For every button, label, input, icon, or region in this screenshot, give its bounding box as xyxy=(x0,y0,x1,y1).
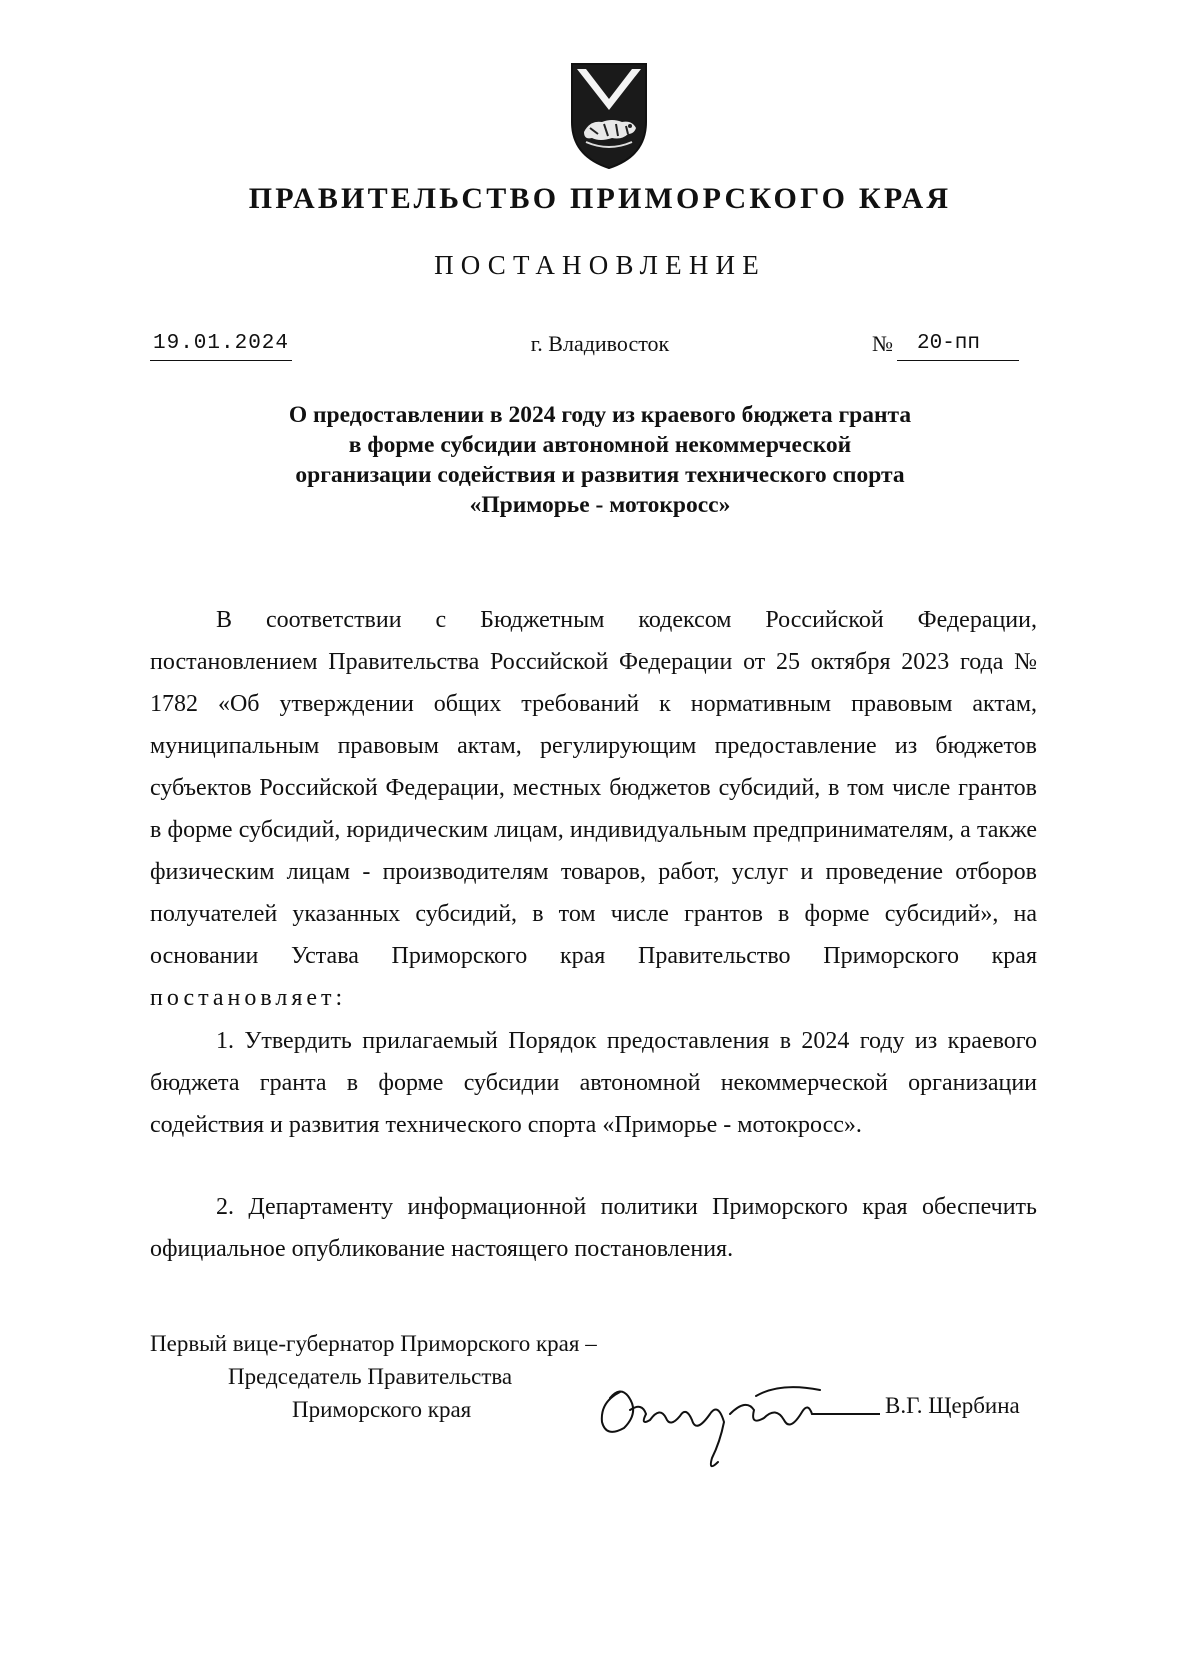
number-sign: № xyxy=(872,331,893,356)
document-number: 20-пп xyxy=(917,332,981,355)
subject-line: «Приморье - мотокросс» xyxy=(469,492,731,518)
handwritten-signature-icon xyxy=(580,1362,880,1482)
subject-line: в форме субсидии автономной некоммерческой xyxy=(348,432,852,458)
preamble-paragraph xyxy=(150,599,1037,1019)
document-number-field xyxy=(897,330,1019,361)
resolution-item-2: 2. Департаменту информационной политики Приморского края обеспечить официальное опубликование настоящего постановления. xyxy=(150,1194,1037,1262)
document-date: 19.01.2024 xyxy=(150,330,292,361)
coat-of-arms-icon xyxy=(568,60,650,172)
subject-line: организации содействия и развития технического спорта xyxy=(295,462,905,488)
document-type: ПОСТАНОВЛЕНИЕ xyxy=(434,250,766,280)
signer-title-line-2: Председатель Правительства xyxy=(228,1364,513,1389)
signer-title-line-3: Приморского края xyxy=(292,1397,472,1422)
signer-title-line-1: Первый вице-губернатор Приморского края – xyxy=(150,1331,597,1356)
subject-line: О предоставлении в 2024 году из краевого бюджета гранта xyxy=(288,402,912,428)
document-subject xyxy=(160,400,1040,520)
document-city: г. Владивосток xyxy=(530,331,670,356)
government-title: ПРАВИТЕЛЬСТВО ПРИМОРСКОГО КРАЯ xyxy=(248,182,952,215)
resolves-word: постановляет: xyxy=(150,985,347,1011)
resolution-item-1: 1. Утвердить прилагаемый Порядок предоставления в 2024 году из краевого бюджета гранта в форме субсидии автономной некоммерческой организации содействия и развития технического спорта «Приморье - мотокросс». xyxy=(150,1028,1037,1138)
preamble-text: В соответствии с Бюджетным кодексом Российской Федерации, постановлением Правительства Российской Федерации от 25 октября 2023 года № 1782 «Об утверждении общих требований к нормативным правовым актам, муниципальным правовым актам, регулирующим предоставление из бюджетов субъектов Российской Федерации, местных бюджетов субсидий, в том числе грантов в форме субсидий, юридическим лицам, индивидуальным предпринимателям, а также физическим лицам - производителям товаров, работ, услуг и проведение отборов получателей указанных субсидий, в том числе грантов в форме субсидий», на основании Устава Приморского края Правительство Приморского края xyxy=(150,607,1037,969)
signer-name: В.Г. Щербина xyxy=(885,1393,1020,1418)
